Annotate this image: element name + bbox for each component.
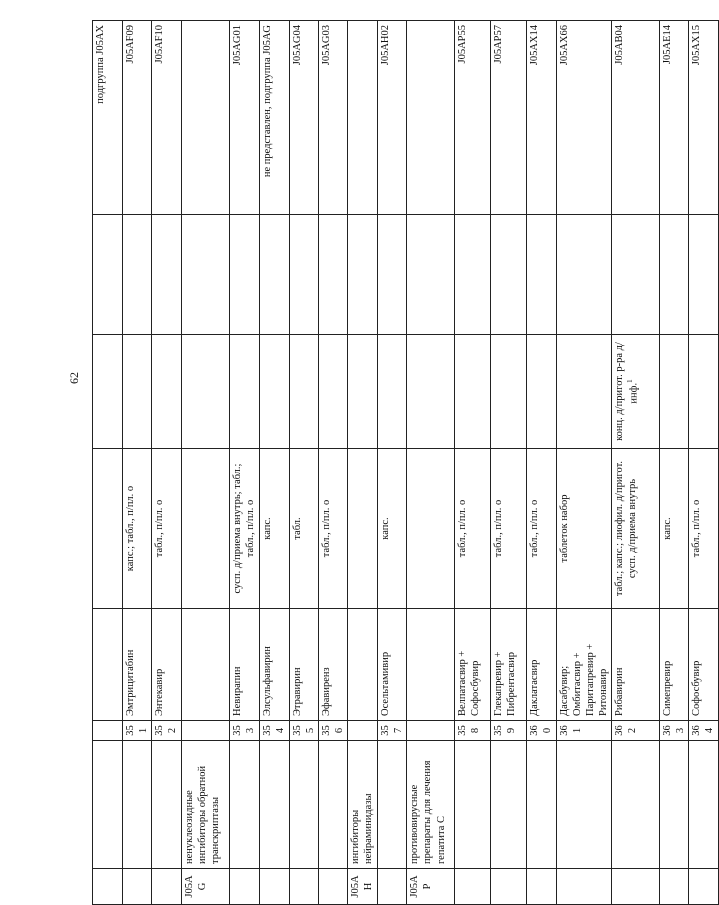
atc-equivalent-cell (318, 21, 347, 215)
row-number-cell-text: 364 (691, 725, 716, 736)
drug-name-cell (527, 609, 556, 721)
row-number-cell (259, 721, 289, 741)
table-body (93, 21, 719, 905)
dosage-form-extra-cell (378, 335, 407, 449)
row-number-cell-text: 355 (291, 725, 316, 736)
atc-equivalent-cell (612, 21, 660, 215)
note-cell (527, 215, 556, 335)
dosage-form-cell (455, 449, 491, 609)
drug-name-cell-text: Энтекавир (154, 668, 166, 716)
drug-name-cell-text: Велпатасвир + Софосбувир (457, 650, 482, 716)
atc-equivalent-cell (181, 21, 229, 215)
atc-equivalent-cell (229, 21, 259, 215)
group-name-cell (289, 741, 318, 869)
dosage-form-cell (289, 449, 318, 609)
atc-equivalent-cell-text: J05AF09 (125, 25, 136, 64)
drug-name-cell-text: Даклатасвир (529, 659, 541, 716)
page-number: 62 (67, 372, 81, 384)
drug-name-cell-text: Осельтамивир (380, 651, 391, 716)
row-number-cell (318, 721, 347, 741)
drug-name-cell (660, 609, 689, 721)
atc-code-cell (491, 869, 527, 905)
table-row (407, 21, 455, 905)
dosage-form-extra-cell (407, 335, 455, 449)
atc-equivalent-cell (407, 21, 455, 215)
row-number-cell-text: 357 (380, 725, 405, 736)
atc-code-cell (318, 869, 347, 905)
row-number-cell (152, 721, 181, 741)
group-name-cell (259, 741, 289, 869)
drug-name-cell-text: Этравирин (291, 667, 303, 716)
atc-equivalent-cell (123, 21, 152, 215)
table-row (660, 21, 689, 905)
group-name-cell (527, 741, 556, 869)
note-cell (556, 215, 612, 335)
dosage-form-cell-text: табл., п/пл. о (320, 499, 332, 558)
drug-name-cell (689, 609, 718, 721)
note-cell (491, 215, 527, 335)
group-name-cell (123, 741, 152, 869)
atc-equivalent-cell-text: J05AE14 (662, 25, 673, 65)
atc-code-cell-text: J05AH (350, 875, 375, 898)
dosage-form-extra-cell (289, 335, 318, 449)
dosage-form-extra-cell (612, 335, 660, 449)
atc-code-cell (455, 869, 491, 905)
group-name-cell (407, 741, 455, 869)
table-row (123, 21, 152, 905)
row-number-cell (93, 721, 123, 741)
drug-name-cell-text: Симепревир (662, 660, 673, 716)
row-number-cell-text: 363 (662, 725, 687, 736)
dosage-form-extra-cell-text: конц. д/пригот. р-ра д/инф. (614, 342, 640, 441)
group-name-cell (181, 741, 229, 869)
row-number-cell (527, 721, 556, 741)
drug-name-cell-text: Дасабувир; Омбитасвир + Паритапревир + Ритонавир (558, 643, 609, 716)
atc-equivalent-cell-text: подгруппа J05AX (95, 25, 106, 104)
group-name-cell-text: ненуклеозидные ингибиторы обратной транскриптазы (183, 765, 221, 864)
dosage-form-cell-text: капс. (261, 517, 273, 540)
atc-code-cell (660, 869, 689, 905)
table-row (152, 21, 181, 905)
group-name-cell-text: противовирусные препараты для лечения гепатита С (409, 760, 447, 864)
dosage-form-extra-cell (556, 335, 612, 449)
row-number-cell (455, 721, 491, 741)
atc-equivalent-cell (527, 21, 556, 215)
dosage-form-cell-text: табл., п/пл. о (154, 499, 166, 558)
dosage-form-extra-cell (123, 335, 152, 449)
dosage-form-cell (612, 449, 660, 609)
note-cell (93, 215, 123, 335)
table-row (181, 21, 229, 905)
table-row (348, 21, 378, 905)
note-cell (318, 215, 347, 335)
note-cell (689, 215, 718, 335)
dosage-form-extra-cell (93, 335, 123, 449)
row-number-cell (491, 721, 527, 741)
atc-equivalent-cell-text: J05AX15 (691, 25, 703, 66)
dosage-form-extra-cell (181, 335, 229, 449)
dosage-form-cell (348, 449, 378, 609)
atc-code-cell (93, 869, 123, 905)
drug-name-cell-text: Софосбувир (691, 660, 703, 716)
row-number-cell (660, 721, 689, 741)
dosage-form-cell (259, 449, 289, 609)
table-row (93, 21, 123, 905)
group-name-cell (229, 741, 259, 869)
group-name-cell (318, 741, 347, 869)
group-name-cell (378, 741, 407, 869)
row-number-cell-text: 353 (231, 725, 256, 736)
table-row (229, 21, 259, 905)
dosage-form-cell (491, 449, 527, 609)
note-cell (660, 215, 689, 335)
dosage-form-cell-text: табл., п/пл. о (457, 499, 469, 558)
drug-name-cell-text: Глекапревир + Пибрентасвир (493, 651, 518, 716)
dosage-form-extra-cell (455, 335, 491, 449)
atc-code-cell (259, 869, 289, 905)
note-cell (181, 215, 229, 335)
note-cell (123, 215, 152, 335)
dosage-form-cell (93, 449, 123, 609)
atc-code-cell (289, 869, 318, 905)
row-number-cell-text: 360 (529, 725, 554, 736)
atc-equivalent-cell-text: J05AX14 (529, 25, 541, 66)
dosage-form-extra-cell (318, 335, 347, 449)
row-number-cell (378, 721, 407, 741)
drug-name-cell (123, 609, 152, 721)
atc-equivalent-cell-text: J05AP57 (493, 25, 505, 64)
group-name-cell (556, 741, 612, 869)
drug-name-cell (556, 609, 612, 721)
atc-equivalent-cell-text: J05AP55 (457, 25, 469, 64)
dosage-form-cell-text: табл. (291, 517, 303, 540)
row-number-cell-text: 354 (261, 725, 286, 736)
dosage-form-cell (660, 449, 689, 609)
dosage-form-extra-cell (491, 335, 527, 449)
atc-code-cell (181, 869, 229, 905)
drug-name-cell (348, 609, 378, 721)
dosage-form-cell-text: табл., п/пл. о (691, 499, 703, 558)
dosage-form-cell (152, 449, 181, 609)
atc-equivalent-cell (455, 21, 491, 215)
group-name-cell (152, 741, 181, 869)
drug-name-cell (612, 609, 660, 721)
drug-name-cell (491, 609, 527, 721)
drug-name-cell (455, 609, 491, 721)
note-cell (407, 215, 455, 335)
drug-name-cell (181, 609, 229, 721)
group-name-cell (491, 741, 527, 869)
row-number-cell (407, 721, 455, 741)
row-number-cell (123, 721, 152, 741)
atc-equivalent-cell (378, 21, 407, 215)
dosage-form-extra-cell (229, 335, 259, 449)
atc-code-cell (556, 869, 612, 905)
atc-equivalent-cell (660, 21, 689, 215)
atc-equivalent-cell-text: J05AG04 (291, 25, 303, 66)
drug-name-cell (289, 609, 318, 721)
atc-equivalent-cell-text: J05AX66 (558, 25, 570, 66)
row-number-cell-text: 351 (125, 725, 150, 736)
atc-equivalent-cell-text: J05AG03 (320, 25, 332, 66)
atc-code-cell (123, 869, 152, 905)
atc-equivalent-cell (556, 21, 612, 215)
dosage-form-extra-cell (527, 335, 556, 449)
dosage-form-extra-cell (348, 335, 378, 449)
dosage-form-extra-cell (660, 335, 689, 449)
row-number-cell-text: 359 (493, 725, 518, 736)
atc-code-cell (152, 869, 181, 905)
drug-name-cell (93, 609, 123, 721)
atc-equivalent-cell (689, 21, 718, 215)
row-number-cell-text: 362 (614, 725, 639, 736)
note-cell (455, 215, 491, 335)
table-row (378, 21, 407, 905)
dosage-form-cell (689, 449, 718, 609)
group-name-cell (93, 741, 123, 869)
dosage-form-cell (527, 449, 556, 609)
table-row (318, 21, 347, 905)
row-number-cell (348, 721, 378, 741)
atc-code-cell (407, 869, 455, 905)
note-cell (289, 215, 318, 335)
note-cell (348, 215, 378, 335)
rotated-page-content (92, 21, 716, 905)
table-row (527, 21, 556, 905)
drug-name-cell-text: Элсульфавирин (261, 646, 273, 716)
drug-name-cell-text: Невирапин (231, 666, 243, 716)
footnote-mark: 1 (626, 379, 635, 383)
dosage-form-cell (378, 449, 407, 609)
row-number-cell-text: 358 (457, 725, 482, 736)
group-name-cell (612, 741, 660, 869)
atc-equivalent-cell (289, 21, 318, 215)
dosage-form-cell (556, 449, 612, 609)
note-cell (229, 215, 259, 335)
drug-name-cell-text: Эмтрицитабин (125, 649, 136, 716)
row-number-cell (229, 721, 259, 741)
atc-equivalent-cell (259, 21, 289, 215)
table-row (491, 21, 527, 905)
atc-equivalent-cell-text: J05AG01 (231, 25, 243, 66)
drug-name-cell (407, 609, 455, 721)
table-row (455, 21, 491, 905)
atc-equivalent-cell (348, 21, 378, 215)
dosage-form-cell (181, 449, 229, 609)
drug-name-cell (259, 609, 289, 721)
atc-code-cell (348, 869, 378, 905)
note-cell (152, 215, 181, 335)
group-name-cell (455, 741, 491, 869)
row-number-cell (556, 721, 612, 741)
row-number-cell-text: 356 (320, 725, 345, 736)
atc-equivalent-cell-text: J05AF10 (154, 25, 166, 64)
atc-equivalent-cell (152, 21, 181, 215)
atc-equivalent-cell-text: J05AH02 (380, 25, 391, 66)
atc-code-cell-text: J05AG (183, 875, 208, 898)
dosage-form-cell-text: капс.; табл., п/пл. о (125, 485, 136, 572)
drug-name-cell-text: Эфавиренз (320, 667, 332, 716)
dosage-form-extra-cell (259, 335, 289, 449)
drug-list-table (92, 20, 719, 905)
atc-code-cell (612, 869, 660, 905)
atc-code-cell-text: J05AP (409, 875, 434, 898)
table-row (556, 21, 612, 905)
drug-name-cell (318, 609, 347, 721)
row-number-cell-text: 352 (154, 725, 179, 736)
dosage-form-cell-text: капс. (662, 517, 673, 540)
dosage-form-extra-cell (689, 335, 718, 449)
dosage-form-cell-text: табл., п/пл. о (529, 499, 541, 558)
row-number-cell (612, 721, 660, 741)
group-name-cell (348, 741, 378, 869)
row-number-cell (289, 721, 318, 741)
drug-name-cell (152, 609, 181, 721)
dosage-form-cell-text: табл.; капс.; лиофил. д/пригот. сусп. д/приема внутрь (614, 460, 639, 597)
table-row (612, 21, 660, 905)
group-name-cell-text: ингибиторы нейраминидазы (350, 793, 375, 864)
drug-name-cell (229, 609, 259, 721)
drug-name-cell (378, 609, 407, 721)
dosage-form-cell-text: таблеток набор (558, 494, 570, 563)
dosage-form-cell (229, 449, 259, 609)
group-name-cell (689, 741, 718, 869)
atc-code-cell (689, 869, 718, 905)
dosage-form-extra-cell (152, 335, 181, 449)
atc-code-cell (527, 869, 556, 905)
atc-code-cell (229, 869, 259, 905)
dosage-form-cell (123, 449, 152, 609)
atc-equivalent-cell (491, 21, 527, 215)
note-cell (259, 215, 289, 335)
atc-equivalent-cell (93, 21, 123, 215)
dosage-form-cell-text: капс. (380, 517, 391, 540)
atc-equivalent-cell-text: не представлен, подгруппа J05AG (261, 25, 273, 178)
dosage-form-cell (407, 449, 455, 609)
table-row (289, 21, 318, 905)
row-number-cell-text: 361 (558, 725, 583, 736)
note-cell (612, 215, 660, 335)
table-row (259, 21, 289, 905)
dosage-form-cell-text: сусп. д/приема внутрь; табл.; табл., п/пл. о (231, 463, 256, 594)
note-cell (378, 215, 407, 335)
dosage-form-cell-text: табл., п/пл. о (493, 499, 505, 558)
atc-equivalent-cell-text: J05AB04 (614, 25, 625, 65)
group-name-cell (660, 741, 689, 869)
dosage-form-cell (318, 449, 347, 609)
row-number-cell (689, 721, 718, 741)
atc-code-cell (378, 869, 407, 905)
row-number-cell (181, 721, 229, 741)
table-row (689, 21, 718, 905)
drug-name-cell-text: Рибавирин (614, 667, 625, 716)
